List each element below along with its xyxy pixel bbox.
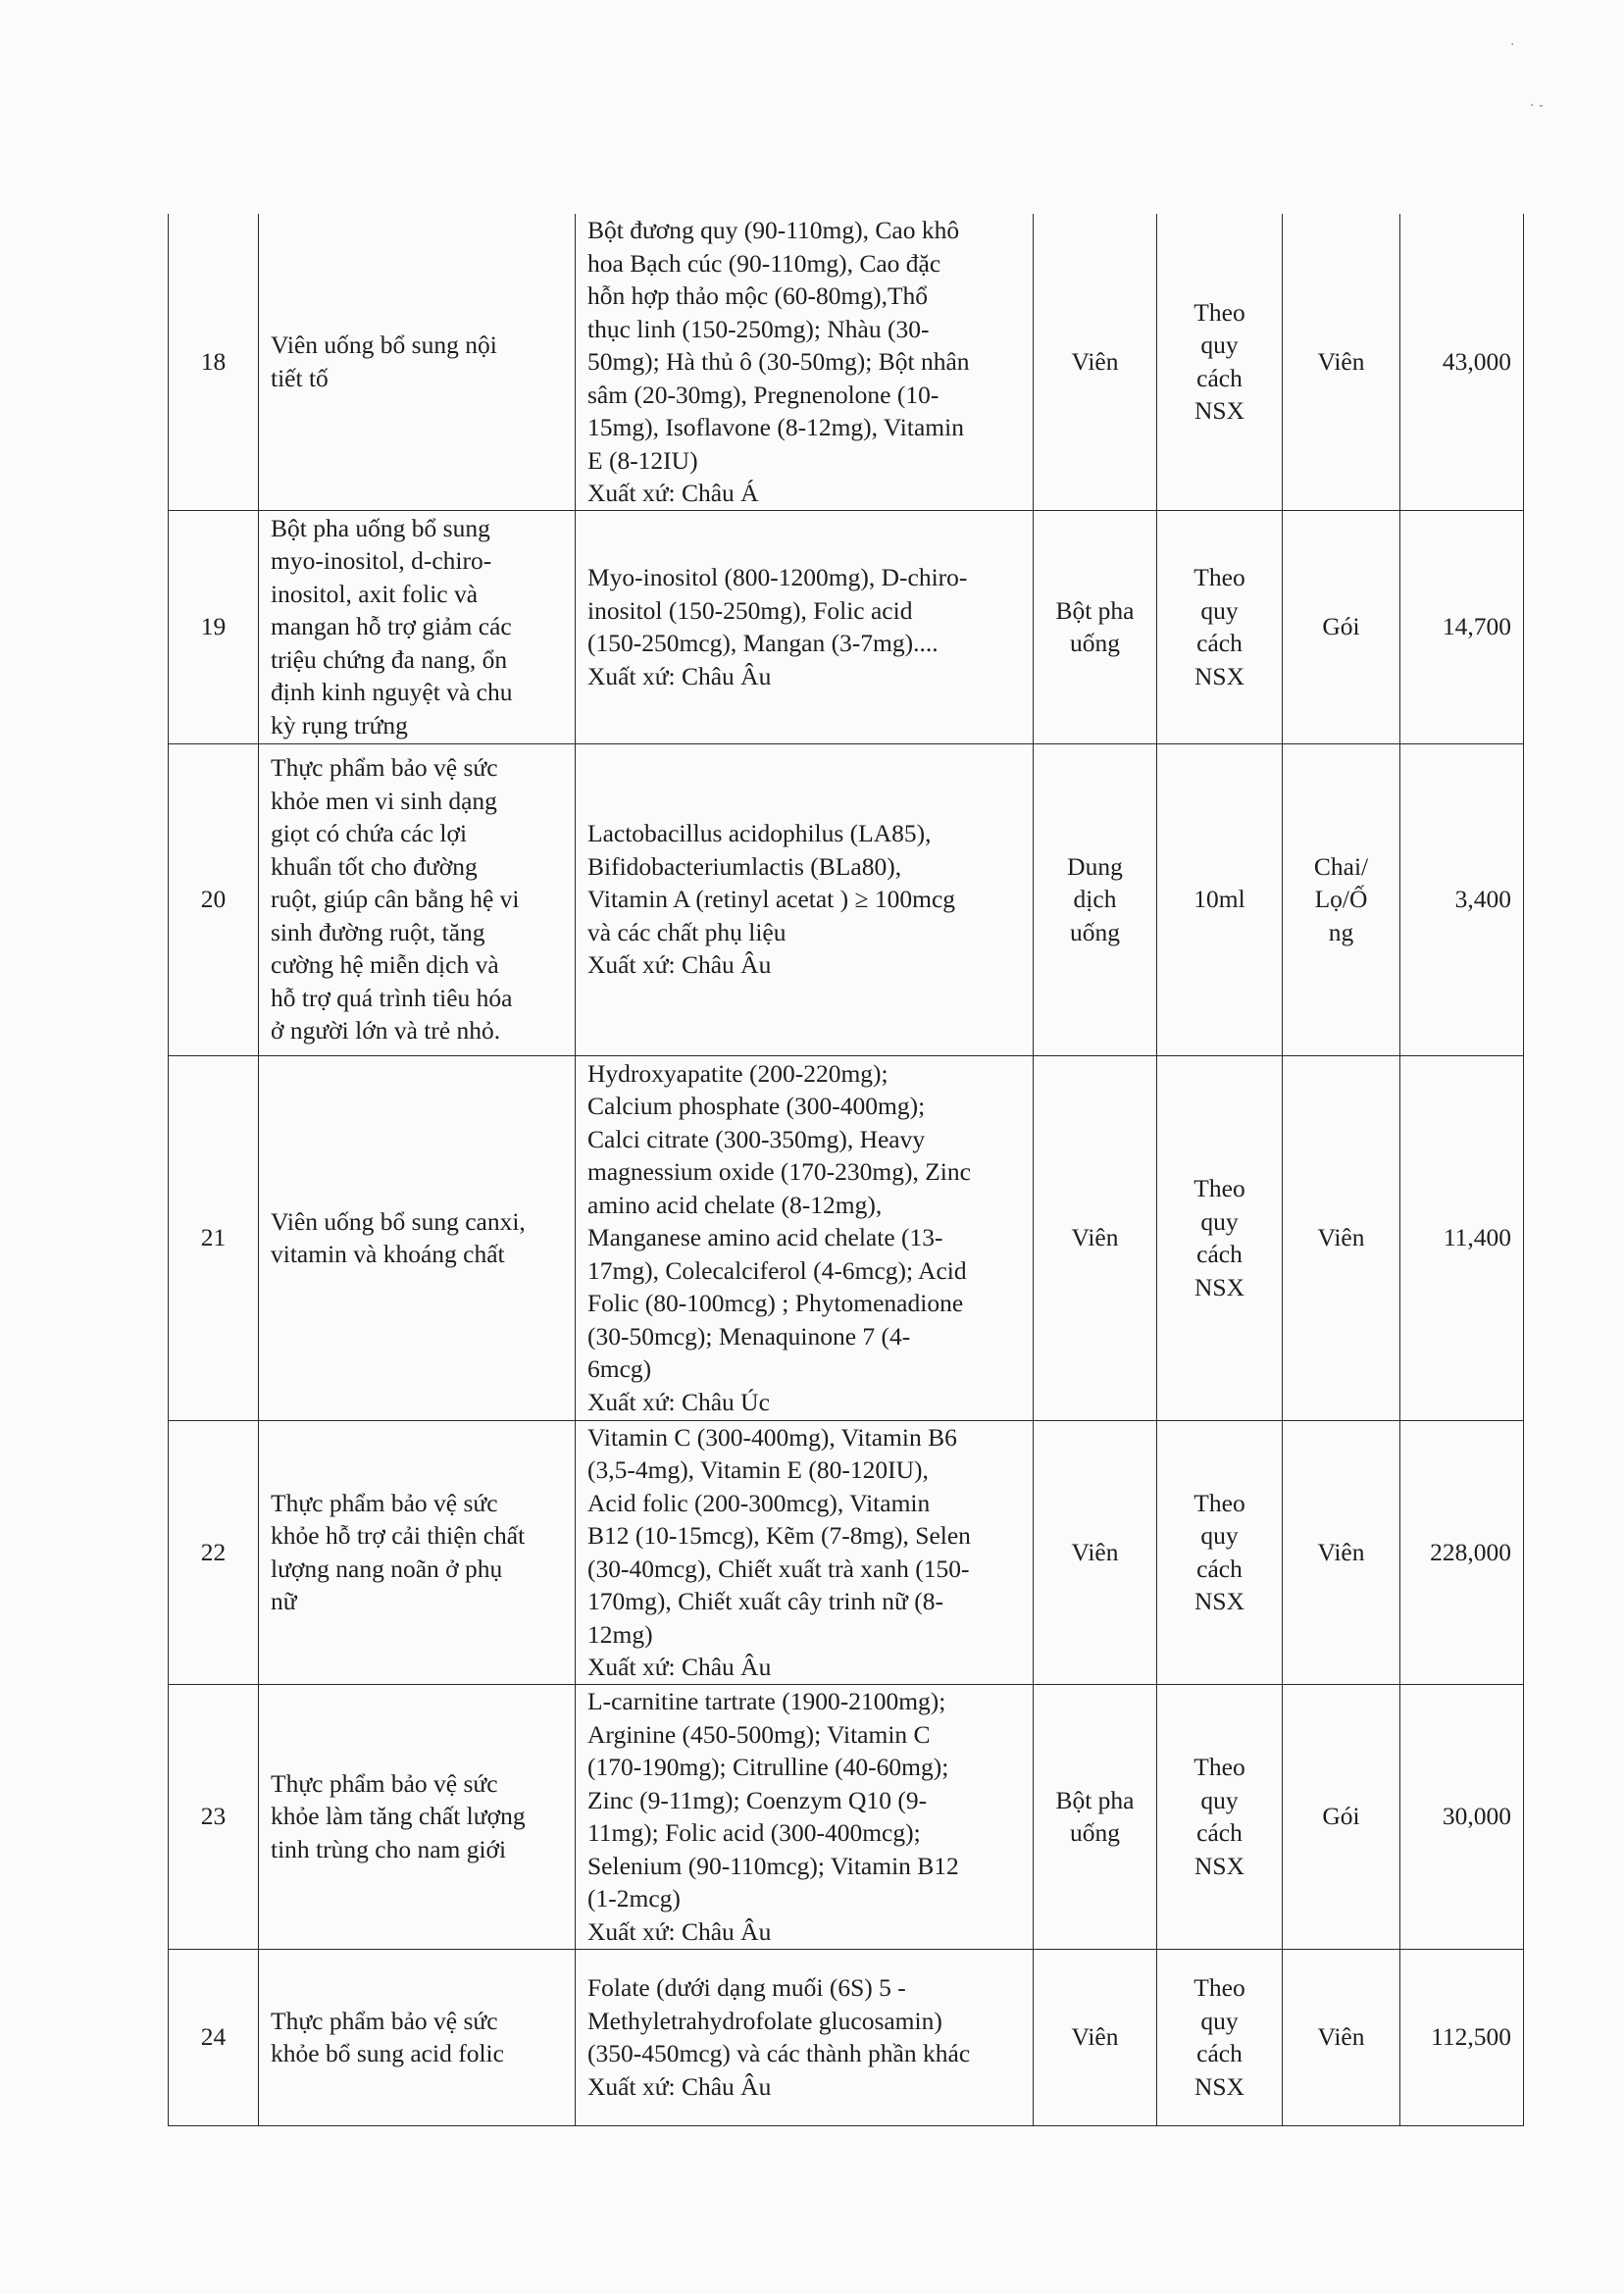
scan-speck: · - xyxy=(1530,98,1544,114)
item-name: Viên uống bổ sung canxi, vitamin và khoáng chất xyxy=(259,1055,576,1420)
table-row xyxy=(169,743,1524,1055)
item-dosage-form: Bột pha uống xyxy=(1034,510,1157,743)
item-unit: Viên xyxy=(1283,1055,1400,1420)
table-row xyxy=(169,1420,1524,1684)
item-specification: Myo-inositol (800-1200mg), D-chiro- inositol (150-250mg), Folic acid (150-250mcg), Mangan (3-7mg).... Xuất xứ: Châu Âu xyxy=(576,510,1034,743)
table-row xyxy=(169,510,1524,743)
item-price: 112,500 xyxy=(1400,1949,1524,2125)
item-number: 18 xyxy=(169,214,259,510)
item-price: 3,400 xyxy=(1400,743,1524,1055)
scan-speck: · xyxy=(1510,37,1515,53)
item-name: Thực phẩm bảo vệ sức khỏe làm tăng chất lượng tinh trùng cho nam giới xyxy=(259,1684,576,1949)
item-number: 19 xyxy=(169,510,259,743)
item-number: 21 xyxy=(169,1055,259,1420)
item-name: Bột pha uống bổ sung myo-inositol, d-chiro- inositol, axit folic và mangan hỗ trợ giảm các triệu chứng đa nang, ổn định kinh nguyệt và chu kỳ rụng trứng xyxy=(259,510,576,743)
product-table xyxy=(168,214,1524,2126)
item-unit: Gói xyxy=(1283,1684,1400,1949)
item-price: 30,000 xyxy=(1400,1684,1524,1949)
item-number: 24 xyxy=(169,1949,259,2125)
item-unit: Chai/ Lọ/Ố ng xyxy=(1283,743,1400,1055)
table-row xyxy=(169,1949,1524,2125)
item-unit: Viên xyxy=(1283,1420,1400,1684)
item-specification: Lactobacillus acidophilus (LA85), Bifidobacteriumlactis (BLa80), Vitamin A (retinyl acetat ) ≥ 100mcg và các chất phụ liệu Xuất xứ: Châu Âu xyxy=(576,743,1034,1055)
item-dosage-form: Viên xyxy=(1034,214,1157,510)
item-packaging: Theo quy cách NSX xyxy=(1157,214,1283,510)
item-unit: Viên xyxy=(1283,1949,1400,2125)
item-dosage-form: Viên xyxy=(1034,1055,1157,1420)
item-number: 23 xyxy=(169,1684,259,1949)
item-dosage-form: Dung dịch uống xyxy=(1034,743,1157,1055)
item-price: 228,000 xyxy=(1400,1420,1524,1684)
item-number: 20 xyxy=(169,743,259,1055)
item-packaging: Theo quy cách NSX xyxy=(1157,1055,1283,1420)
item-dosage-form: Bột pha uống xyxy=(1034,1684,1157,1949)
item-price: 11,400 xyxy=(1400,1055,1524,1420)
item-name: Thực phẩm bảo vệ sức khỏe men vi sinh dạng giọt có chứa các lợi khuẩn tốt cho đường ruột, giúp cân bằng hệ vi sinh đường ruột, tăng cường hệ miễn dịch và hỗ trợ quá trình tiêu hóa ở người lớn và trẻ nhỏ. xyxy=(259,743,576,1055)
table-row xyxy=(169,1055,1524,1420)
item-name: Thực phẩm bảo vệ sức khỏe bổ sung acid folic xyxy=(259,1949,576,2125)
item-specification: Bột đương quy (90-110mg), Cao khô hoa Bạch cúc (90-110mg), Cao đặc hỗn hợp thảo mộc (60-80mg),Thổ thục linh (150-250mg); Nhàu (30- 50mg); Hà thủ ô (30-50mg); Bột nhân sâm (20-30mg), Pregnenolone (10- 15mg), Isoflavone (8-12mg), Vitamin E (8-12IU) Xuất xứ: Châu Á xyxy=(576,214,1034,510)
item-number: 22 xyxy=(169,1420,259,1684)
product-table-body xyxy=(169,214,1524,2125)
item-packaging: Theo quy cách NSX xyxy=(1157,1949,1283,2125)
item-name: Viên uống bổ sung nội tiết tố xyxy=(259,214,576,510)
item-price: 14,700 xyxy=(1400,510,1524,743)
item-unit: Gói xyxy=(1283,510,1400,743)
item-packaging: 10ml xyxy=(1157,743,1283,1055)
item-specification: Vitamin C (300-400mg), Vitamin B6 (3,5-4mg), Vitamin E (80-120IU), Acid folic (200-300mcg), Vitamin B12 (10-15mcg), Kẽm (7-8mg), Selen (30-40mcg), Chiết xuất trà xanh (150- 170mg), Chiết xuất cây trinh nữ (8- 12mg) Xuất xứ: Châu Âu xyxy=(576,1420,1034,1684)
item-specification: Hydroxyapatite (200-220mg); Calcium phosphate (300-400mg); Calci citrate (300-350mg), Heavy magnessium oxide (170-230mg), Zinc amino acid chelate (8-12mg), Manganese amino acid chelate (13- 17mg), Colecalciferol (4-6mcg); Acid Folic (80-100mcg) ; Phytomenadione (30-50mcg); Menaquinone 7 (4- 6mcg) Xuất xứ: Châu Úc xyxy=(576,1055,1034,1420)
item-dosage-form: Viên xyxy=(1034,1420,1157,1684)
item-packaging: Theo quy cách NSX xyxy=(1157,1684,1283,1949)
item-packaging: Theo quy cách NSX xyxy=(1157,510,1283,743)
item-specification: L-carnitine tartrate (1900-2100mg); Arginine (450-500mg); Vitamin C (170-190mg); Citrulline (40-60mg); Zinc (9-11mg); Coenzym Q10 (9- 11mg); Folic acid (300-400mcg); Selenium (90-110mcg); Vitamin B12 (1-2mcg) Xuất xứ: Châu Âu xyxy=(576,1684,1034,1949)
table-row xyxy=(169,1684,1524,1949)
item-packaging: Theo quy cách NSX xyxy=(1157,1420,1283,1684)
item-unit: Viên xyxy=(1283,214,1400,510)
item-dosage-form: Viên xyxy=(1034,1949,1157,2125)
item-specification: Folate (dưới dạng muối (6S) 5 - Methyletrahydrofolate glucosamin) (350-450mcg) và các thành phần khác Xuất xứ: Châu Âu xyxy=(576,1949,1034,2125)
item-name: Thực phẩm bảo vệ sức khỏe hỗ trợ cải thiện chất lượng nang noãn ở phụ nữ xyxy=(259,1420,576,1684)
table-row xyxy=(169,214,1524,510)
item-price: 43,000 xyxy=(1400,214,1524,510)
